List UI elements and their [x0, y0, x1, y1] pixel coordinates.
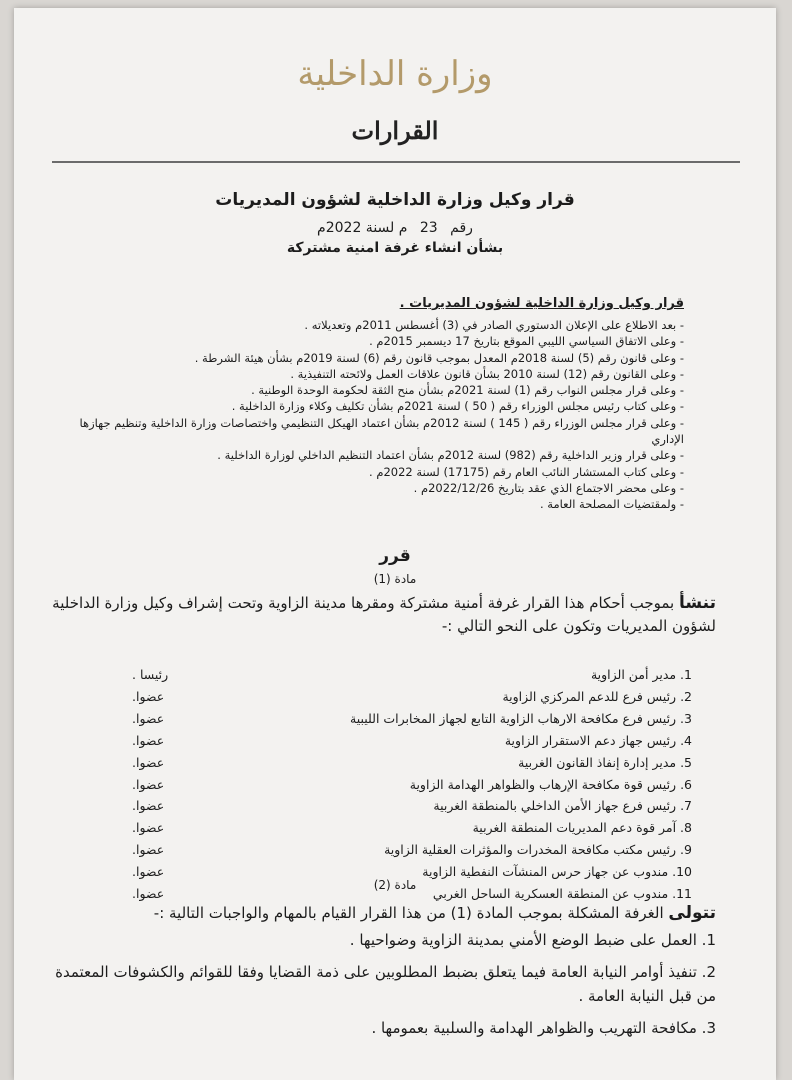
member-row — [132, 752, 692, 774]
preamble-item: - ولمقتضيات المصلحة العامة . — [540, 497, 684, 512]
duty-item: 2. تنفيذ أوامر النيابة العامة فيما يتعلق بضبط المطلوبين على ذمة القضايا وفقا للقوائم والكشوفات المعتمدة من قبل النيابة العامة . — [55, 963, 716, 1005]
decree-number-line — [14, 220, 776, 236]
article-1-label: مادة (1) — [373, 572, 417, 586]
article-1-body: بموجب أحكام هذا القرار غرفة أمنية مشتركة ومقرها مدينة الزاوية وتحت إشراف وكيل وزارة الداخلية لشؤون المديريات وتكون على النحو التالي :- — [52, 594, 716, 635]
member-role: عضوا. — [132, 688, 165, 704]
duties-list — [44, 928, 716, 1048]
member-name: 7. رئيس فرع جهاز الأمن الداخلي بالمنطقة الغربية — [433, 798, 692, 814]
member-role: عضوا. — [132, 886, 165, 902]
document-page — [14, 8, 776, 1080]
ministry-logo: وزارة الداخلية — [297, 54, 493, 94]
preamble-item: - وعلى الاتفاق السياسي الليبي الموقع بتاريخ 17 ديسمبر 2015م . — [369, 334, 684, 349]
decision-heading: قرر — [379, 546, 411, 566]
preamble-heading: قرار وكيل وزارة الداخلية لشؤون المديريات . — [399, 296, 684, 311]
member-name: 6. رئيس قوة مكافحة الإرهاب والظواهر الهدامة الزاوية — [409, 776, 692, 792]
preamble-item: - وعلى قرار مجلس الوزراء رقم ( 145 ) لسنة 2012م بشأن اعتماد الهيكل التنظيمي واختصاصات وزارة الداخلية وتنظيم جهازها الإداري — [79, 415, 684, 447]
article-1-text — [44, 592, 716, 638]
member-role: عضوا. — [132, 842, 165, 858]
member-name: 8. آمر قوة دعم المديريات المنطقة الغربية — [472, 820, 692, 836]
member-role: عضوا. — [132, 776, 165, 792]
header-divider — [52, 161, 740, 163]
preamble-item: - وعلى كتاب رئيس مجلس الوزراء رقم ( 50 ) لسنة 2021م بشأن تكليف وكلاء وزارة الداخلية . — [231, 399, 684, 414]
member-row — [132, 708, 692, 730]
duty-item: 1. العمل على ضبط الوضع الأمني بمدينة الزاوية وضواحيها . — [349, 931, 716, 949]
decree-number: 23 — [419, 220, 438, 236]
member-role: عضوا. — [132, 732, 165, 748]
member-name: 1. مدير أمن الزاوية — [590, 667, 692, 682]
article-2-text — [44, 902, 716, 925]
section-title: القرارات — [351, 116, 439, 145]
member-name: 3. رئيس فرع مكافحة الارهاب الزاوية التابع لجهاز المخابرات الليبية — [350, 710, 692, 726]
preamble-item: - وعلى قرار وزير الداخلية رقم (982) لسنة 2012م بشأن اعتماد التنظيم الداخلي لوزارة الداخلية . — [217, 448, 684, 463]
member-role: عضوا. — [132, 864, 165, 880]
member-name: 11. مندوب عن المنطقة العسكرية الساحل الغربي — [432, 886, 692, 902]
preamble-item: - وعلى قرار مجلس النواب رقم (1) لسنة 2021م بشأن منح الثقة لحكومة الوحدة الوطنية . — [251, 383, 684, 398]
member-name: 5. مدير إدارة إنفاذ القانون الغربية — [518, 754, 692, 770]
member-name: 10. مندوب عن جهاز حرس المنشآت النفطية الزاوية — [422, 864, 692, 880]
preamble-item: - بعد الاطلاع على الإعلان الدستوري الصادر في (3) أغسطس 2011م وتعديلاته . — [304, 318, 684, 332]
member-row — [132, 686, 692, 708]
members-list — [132, 664, 692, 905]
article-1-lead: تنشأ — [678, 593, 716, 613]
article-2-lead: تتولى — [668, 903, 716, 923]
decree-title: قرار وكيل وزارة الداخلية لشؤون المديريات — [215, 190, 575, 210]
preamble-item: - وعلى محضر الاجتماع الذي عقد بتاريخ 2022/12/26م . — [413, 480, 684, 495]
member-row — [132, 664, 692, 686]
member-name: 9. رئيس مكتب مكافحة المخدرات والمؤثرات العقلية الزاوية — [384, 842, 692, 858]
article-2-body: الغرفة المشكلة بموجب المادة (1) من هذا القرار القيام بالمهام والواجبات التالية :- — [153, 904, 664, 922]
member-row — [132, 795, 692, 817]
member-name: 2. رئيس فرع للدعم المركزي الزاوية — [502, 688, 692, 704]
member-row — [132, 839, 692, 861]
preamble-list — [54, 317, 684, 513]
member-role: عضوا. — [132, 754, 165, 770]
member-row — [132, 817, 692, 839]
member-role: عضوا. — [132, 820, 165, 836]
member-role: رئيسا . — [132, 667, 169, 682]
decree-subject: بشأن انشاء غرفة امنية مشتركة — [286, 240, 504, 256]
member-name: 4. رئيس جهاز دعم الاستقرار الزاوية — [504, 732, 692, 748]
preamble-item: - وعلى القانون رقم (12) لسنة 2010 بشأن قانون علاقات العمل ولائحته التنفيذية . — [290, 366, 684, 381]
duty-item: 3. مكافحة التهريب والظواهر الهدامة والسلبية بعمومها . — [371, 1019, 716, 1037]
member-role: عضوا. — [132, 798, 165, 814]
preamble-item: - وعلى قانون رقم (5) لسنة 2018م المعدل بموجب قانون رقم (6) لسنة 2019م بشأن هيئة الشرطة . — [194, 350, 684, 365]
number-prefix: رقم — [450, 220, 473, 236]
member-row — [132, 730, 692, 752]
preamble-item: - وعلى كتاب المستشار النائب العام رقم (17175) لسنة 2022م . — [369, 464, 684, 479]
decree-year: م لسنة 2022م — [317, 220, 408, 236]
article-2-label: مادة (2) — [373, 878, 417, 892]
member-role: عضوا. — [132, 710, 165, 726]
member-row — [132, 774, 692, 796]
